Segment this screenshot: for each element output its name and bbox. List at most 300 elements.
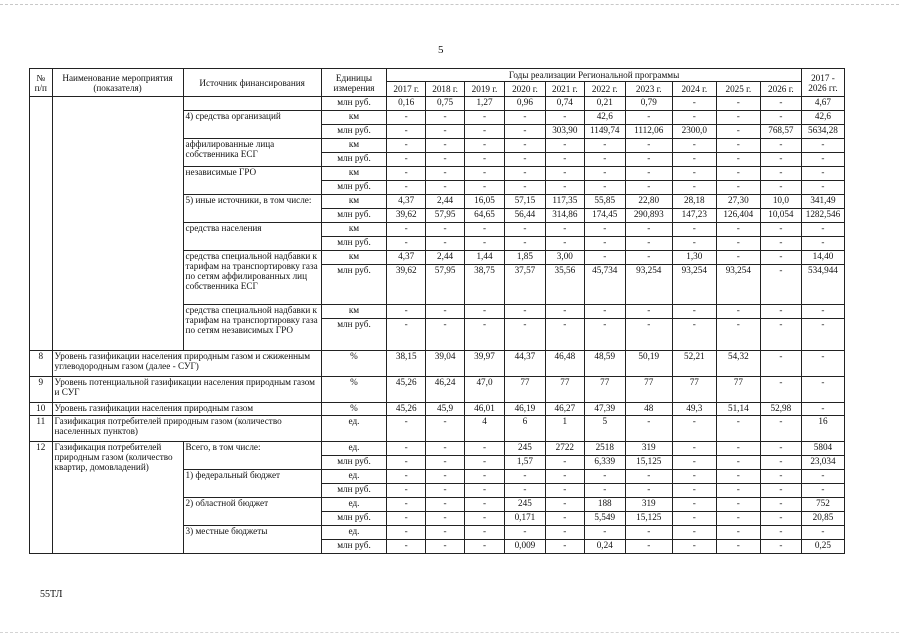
cell-value: - — [672, 416, 716, 442]
cell-value: - — [584, 470, 625, 484]
cell-value: - — [760, 526, 801, 540]
cell-name — [52, 97, 183, 351]
cell-value: 0,171 — [504, 512, 545, 526]
cell-value: 1112,06 — [625, 125, 672, 139]
cell-value: 2300,0 — [672, 125, 716, 139]
cell-unit: млн руб. — [321, 456, 387, 470]
cell-value: 52,98 — [760, 403, 801, 416]
header-num: № п/п — [30, 69, 53, 97]
cell-value: 5,549 — [584, 512, 625, 526]
cell-value: - — [465, 442, 505, 456]
cell-value: - — [760, 97, 801, 111]
cell-value: 46,48 — [545, 351, 584, 377]
cell-unit: млн руб. — [321, 97, 387, 111]
cell-value: - — [584, 153, 625, 167]
cell-value: - — [545, 319, 584, 351]
cell-name: Уровень потенциальной газификации населения природным газом и СУГ — [52, 377, 321, 403]
cell-value: - — [426, 319, 465, 351]
cell-value: - — [760, 319, 801, 351]
cell-value: - — [716, 223, 760, 237]
cell-value: - — [760, 484, 801, 498]
cell-value: - — [716, 526, 760, 540]
cell-value: 0,74 — [545, 97, 584, 111]
cell-value: 0,21 — [584, 97, 625, 111]
cell-value: 77 — [545, 377, 584, 403]
cell-value: 77 — [625, 377, 672, 403]
cell-unit: км — [321, 167, 387, 181]
cell-value: - — [465, 484, 505, 498]
cell-value: - — [426, 125, 465, 139]
cell-value: - — [760, 456, 801, 470]
cell-source: 5) иные источники, в том числе: — [183, 195, 321, 223]
cell-value: 49,3 — [672, 403, 716, 416]
cell-source: Всего, в том числе: — [183, 442, 321, 470]
cell-unit: млн руб. — [321, 181, 387, 195]
cell-value: - — [387, 470, 426, 484]
cell-value: 54,32 — [716, 351, 760, 377]
cell-value: - — [504, 237, 545, 251]
cell-value: - — [426, 111, 465, 125]
cell-value: - — [672, 456, 716, 470]
cell-value: - — [545, 470, 584, 484]
cell-total: 0,25 — [801, 540, 844, 554]
cell-value: - — [760, 416, 801, 442]
cell-value: 1 — [545, 416, 584, 442]
cell-value: - — [426, 512, 465, 526]
cell-value: - — [545, 484, 584, 498]
cell-value: - — [545, 305, 584, 319]
cell-value: - — [716, 540, 760, 554]
header-name: Наименование мероприятия (показателя) — [52, 69, 183, 97]
cell-name: Газификация потребителей природным газом (количество квартир, домовладений) — [52, 442, 183, 554]
cell-value: - — [760, 442, 801, 456]
header-source: Источник финансирования — [183, 69, 321, 97]
cell-value: - — [716, 139, 760, 153]
header-year: 2023 г. — [625, 82, 672, 97]
cell-unit: млн руб. — [321, 484, 387, 498]
cell-value: - — [716, 181, 760, 195]
cell-value: - — [465, 167, 505, 181]
cell-value: 6 — [504, 416, 545, 442]
cell-value: 1,30 — [672, 251, 716, 265]
cell-value: - — [465, 540, 505, 554]
cell-value: 38,75 — [465, 265, 505, 305]
cell-value: - — [760, 470, 801, 484]
cell-value: - — [504, 305, 545, 319]
cell-value: - — [672, 111, 716, 125]
cell-value: - — [545, 153, 584, 167]
cell-value: 22,80 — [625, 195, 672, 209]
cell-value: - — [672, 97, 716, 111]
cell-value: - — [716, 251, 760, 265]
cell-value: - — [426, 139, 465, 153]
cell-value: 42,6 — [584, 111, 625, 125]
cell-unit: км — [321, 195, 387, 209]
cell-value: - — [504, 153, 545, 167]
cell-value: - — [504, 319, 545, 351]
cell-unit: млн руб. — [321, 540, 387, 554]
cell-name: Уровень газификации населения природным газом и сжиженным углеводородным газом (далее - СУГ) — [52, 351, 321, 377]
header-year: 2024 г. — [672, 82, 716, 97]
header-total: 2017 - 2026 гг. — [801, 69, 844, 97]
cell-value: - — [625, 470, 672, 484]
cell-num: 10 — [30, 403, 53, 416]
header-year: 2020 г. — [504, 82, 545, 97]
cell-value: - — [672, 470, 716, 484]
table-row — [30, 403, 845, 416]
cell-value: - — [387, 167, 426, 181]
cell-value: 48 — [625, 403, 672, 416]
cell-value: - — [504, 125, 545, 139]
cell-value: 15,125 — [625, 456, 672, 470]
cell-total: 752 — [801, 498, 844, 512]
cell-value: - — [504, 470, 545, 484]
cell-value: 39,04 — [426, 351, 465, 377]
cell-value: - — [716, 470, 760, 484]
header-year: 2018 г. — [426, 82, 465, 97]
cell-value: - — [672, 237, 716, 251]
cell-value: - — [716, 305, 760, 319]
cell-value: - — [545, 526, 584, 540]
cell-value: - — [426, 167, 465, 181]
cell-unit: млн руб. — [321, 237, 387, 251]
cell-value: - — [545, 456, 584, 470]
cell-value: 1,44 — [465, 251, 505, 265]
cell-value: 56,44 — [504, 209, 545, 223]
cell-value: - — [716, 153, 760, 167]
header-unit: Единицы измерения — [321, 69, 387, 97]
cell-value: 5 — [584, 416, 625, 442]
cell-value: 44,37 — [504, 351, 545, 377]
cell-value: 117,35 — [545, 195, 584, 209]
cell-value: 319 — [625, 498, 672, 512]
cell-total: 14,40 — [801, 251, 844, 265]
cell-value: 1,27 — [465, 97, 505, 111]
header-year: 2025 г. — [716, 82, 760, 97]
cell-value: - — [387, 416, 426, 442]
cell-value: - — [672, 540, 716, 554]
cell-total: 341,49 — [801, 195, 844, 209]
cell-value: 15,125 — [625, 512, 672, 526]
cell-value: 27,30 — [716, 195, 760, 209]
cell-value: - — [625, 139, 672, 153]
cell-value: 0,96 — [504, 97, 545, 111]
cell-name: Газификация потребителей природным газом (количество населенных пунктов) — [52, 416, 321, 442]
cell-value: - — [716, 498, 760, 512]
cell-source — [183, 97, 321, 111]
cell-value: - — [426, 442, 465, 456]
cell-value: - — [625, 181, 672, 195]
cell-value: - — [426, 470, 465, 484]
cell-value: - — [760, 540, 801, 554]
cell-value: 57,15 — [504, 195, 545, 209]
header-year: 2017 г. — [387, 82, 426, 97]
cell-num: 11 — [30, 416, 53, 442]
cell-value: - — [760, 153, 801, 167]
cell-value: - — [504, 139, 545, 153]
cell-value: 314,86 — [545, 209, 584, 223]
cell-value: - — [672, 167, 716, 181]
cell-value: - — [387, 319, 426, 351]
cell-value: - — [465, 526, 505, 540]
cell-value: - — [387, 498, 426, 512]
cell-value: - — [672, 223, 716, 237]
cell-value: 64,65 — [465, 209, 505, 223]
cell-unit: млн руб. — [321, 125, 387, 139]
cell-value: - — [760, 223, 801, 237]
cell-value: - — [760, 111, 801, 125]
cell-value: - — [625, 237, 672, 251]
cell-value: 245 — [504, 498, 545, 512]
cell-unit: млн руб. — [321, 153, 387, 167]
cell-value: 46,01 — [465, 403, 505, 416]
cell-value: - — [465, 139, 505, 153]
cell-value: - — [625, 416, 672, 442]
cell-value: 45,26 — [387, 377, 426, 403]
cell-value: - — [672, 153, 716, 167]
cell-value: - — [387, 237, 426, 251]
cell-source: 4) средства организаций — [183, 111, 321, 139]
cell-value: - — [545, 139, 584, 153]
cell-total: - — [801, 181, 844, 195]
cell-value: 6,339 — [584, 456, 625, 470]
cell-name: Уровень газификации населения природным газом — [52, 403, 321, 416]
cell-value: 3,00 — [545, 251, 584, 265]
cell-value: - — [545, 498, 584, 512]
cell-value: - — [387, 153, 426, 167]
cell-value: - — [760, 181, 801, 195]
cell-value: - — [465, 512, 505, 526]
cell-value: 4,37 — [387, 195, 426, 209]
cell-value: - — [465, 237, 505, 251]
table-row — [30, 377, 845, 403]
cell-value: 45,9 — [426, 403, 465, 416]
cell-value: - — [387, 125, 426, 139]
cell-value: 48,59 — [584, 351, 625, 377]
cell-unit: км — [321, 251, 387, 265]
cell-source: средства специальной надбавки к тарифам на транспортировку газа по сетям аффилированных лиц собственника ЕСГ — [183, 251, 321, 305]
cell-value: 50,19 — [625, 351, 672, 377]
cell-value: - — [426, 456, 465, 470]
cell-value: - — [465, 470, 505, 484]
cell-total: - — [801, 319, 844, 351]
cell-value: - — [387, 456, 426, 470]
cell-source: 3) местные бюджеты — [183, 526, 321, 554]
cell-value: 319 — [625, 442, 672, 456]
cell-value: 39,62 — [387, 265, 426, 305]
cell-value: - — [426, 498, 465, 512]
cell-source: аффилированные лица собственника ЕСГ — [183, 139, 321, 167]
cell-value: - — [504, 181, 545, 195]
header-year: 2019 г. — [465, 82, 505, 97]
cell-value: - — [545, 237, 584, 251]
cell-total: - — [801, 351, 844, 377]
cell-source: средства населения — [183, 223, 321, 251]
cell-value: 37,57 — [504, 265, 545, 305]
cell-unit: км — [321, 223, 387, 237]
cell-value: 46,24 — [426, 377, 465, 403]
cell-total: 1282,546 — [801, 209, 844, 223]
cell-value: - — [387, 484, 426, 498]
cell-value: - — [426, 484, 465, 498]
cell-value: - — [672, 181, 716, 195]
table-row — [30, 351, 845, 377]
cell-total: 23,034 — [801, 456, 844, 470]
cell-value: - — [672, 305, 716, 319]
cell-value: - — [625, 223, 672, 237]
scan-top-edge — [0, 4, 899, 5]
cell-value: - — [716, 484, 760, 498]
cell-value: 1149,74 — [584, 125, 625, 139]
cell-value: 4 — [465, 416, 505, 442]
cell-value: - — [716, 97, 760, 111]
cell-unit: % — [321, 403, 387, 416]
cell-value: - — [465, 305, 505, 319]
cell-value: 2722 — [545, 442, 584, 456]
header-years-title: Годы реализации Региональной программы — [387, 69, 802, 82]
cell-num: 12 — [30, 442, 53, 554]
cell-value: 93,254 — [625, 265, 672, 305]
table-row — [30, 442, 845, 456]
cell-value: - — [716, 416, 760, 442]
cell-value: - — [426, 237, 465, 251]
cell-value: - — [584, 237, 625, 251]
cell-unit: ед. — [321, 498, 387, 512]
cell-total: - — [801, 237, 844, 251]
cell-value: - — [387, 139, 426, 153]
cell-value: 2,44 — [426, 195, 465, 209]
cell-value: - — [760, 377, 801, 403]
cell-value: 0,16 — [387, 97, 426, 111]
cell-num: 8 — [30, 351, 53, 377]
cell-value: - — [545, 223, 584, 237]
cell-source: 2) областной бюджет — [183, 498, 321, 526]
cell-value: 245 — [504, 442, 545, 456]
cell-value: 2518 — [584, 442, 625, 456]
cell-total: 42,6 — [801, 111, 844, 125]
cell-value: 147,23 — [672, 209, 716, 223]
cell-value: 174,45 — [584, 209, 625, 223]
cell-value: - — [426, 416, 465, 442]
cell-value: - — [465, 498, 505, 512]
cell-value: - — [716, 442, 760, 456]
cell-value: - — [504, 111, 545, 125]
cell-value: 77 — [584, 377, 625, 403]
footer-code: 55ТЛ — [40, 589, 63, 600]
header-year: 2022 г. — [584, 82, 625, 97]
cell-num — [30, 97, 53, 351]
cell-value: - — [584, 484, 625, 498]
cell-total: - — [801, 377, 844, 403]
cell-value: - — [426, 153, 465, 167]
cell-value: - — [584, 139, 625, 153]
cell-total: - — [801, 305, 844, 319]
table-row — [30, 416, 845, 442]
cell-source: независимые ГРО — [183, 167, 321, 195]
cell-value: - — [584, 167, 625, 181]
cell-value: - — [716, 167, 760, 181]
cell-value: - — [760, 498, 801, 512]
cell-value: - — [545, 512, 584, 526]
cell-unit: млн руб. — [321, 265, 387, 305]
cell-value: 1,85 — [504, 251, 545, 265]
cell-total: 20,85 — [801, 512, 844, 526]
cell-unit: км — [321, 305, 387, 319]
cell-value: 46,27 — [545, 403, 584, 416]
cell-value: - — [545, 181, 584, 195]
cell-value: - — [426, 305, 465, 319]
cell-value: - — [426, 540, 465, 554]
cell-value: - — [584, 526, 625, 540]
cell-total: - — [801, 167, 844, 181]
cell-value: 303,90 — [545, 125, 584, 139]
cell-value: 77 — [716, 377, 760, 403]
cell-value: - — [716, 111, 760, 125]
cell-value: - — [625, 305, 672, 319]
cell-value: - — [625, 167, 672, 181]
cell-value: - — [584, 223, 625, 237]
cell-value: 55,85 — [584, 195, 625, 209]
cell-value: - — [625, 153, 672, 167]
cell-value: - — [760, 237, 801, 251]
cell-value: - — [672, 526, 716, 540]
cell-value: - — [672, 498, 716, 512]
cell-value: 28,18 — [672, 195, 716, 209]
cell-value: - — [465, 456, 505, 470]
cell-value: - — [426, 526, 465, 540]
cell-value: - — [760, 512, 801, 526]
cell-value: 77 — [504, 377, 545, 403]
cell-value: - — [387, 223, 426, 237]
cell-value: 57,95 — [426, 265, 465, 305]
cell-value: - — [672, 442, 716, 456]
cell-value: 188 — [584, 498, 625, 512]
cell-value: 1,57 — [504, 456, 545, 470]
cell-value: 47,0 — [465, 377, 505, 403]
cell-value: - — [760, 265, 801, 305]
cell-total: - — [801, 403, 844, 416]
cell-total: - — [801, 484, 844, 498]
cell-value: 45,26 — [387, 403, 426, 416]
cell-value: - — [625, 319, 672, 351]
cell-value: 4,37 — [387, 251, 426, 265]
cell-source: 1) федеральный бюджет — [183, 470, 321, 498]
cell-value: - — [584, 319, 625, 351]
table-row — [30, 97, 845, 111]
cell-value: - — [625, 484, 672, 498]
cell-total: - — [801, 526, 844, 540]
cell-value: 93,254 — [716, 265, 760, 305]
cell-value: - — [716, 512, 760, 526]
cell-value: - — [625, 540, 672, 554]
cell-unit: км — [321, 111, 387, 125]
cell-total: 534,944 — [801, 265, 844, 305]
cell-value: 45,734 — [584, 265, 625, 305]
cell-value: 38,15 — [387, 351, 426, 377]
cell-value: 0,24 — [584, 540, 625, 554]
cell-value: - — [625, 111, 672, 125]
cell-value: - — [504, 526, 545, 540]
program-table — [29, 68, 845, 554]
cell-value: - — [760, 167, 801, 181]
cell-unit: ед. — [321, 416, 387, 442]
cell-value: 35,56 — [545, 265, 584, 305]
cell-value: 39,62 — [387, 209, 426, 223]
cell-value: 10,0 — [760, 195, 801, 209]
cell-value: - — [672, 484, 716, 498]
cell-value: 47,39 — [584, 403, 625, 416]
page-number: 5 — [438, 44, 444, 56]
